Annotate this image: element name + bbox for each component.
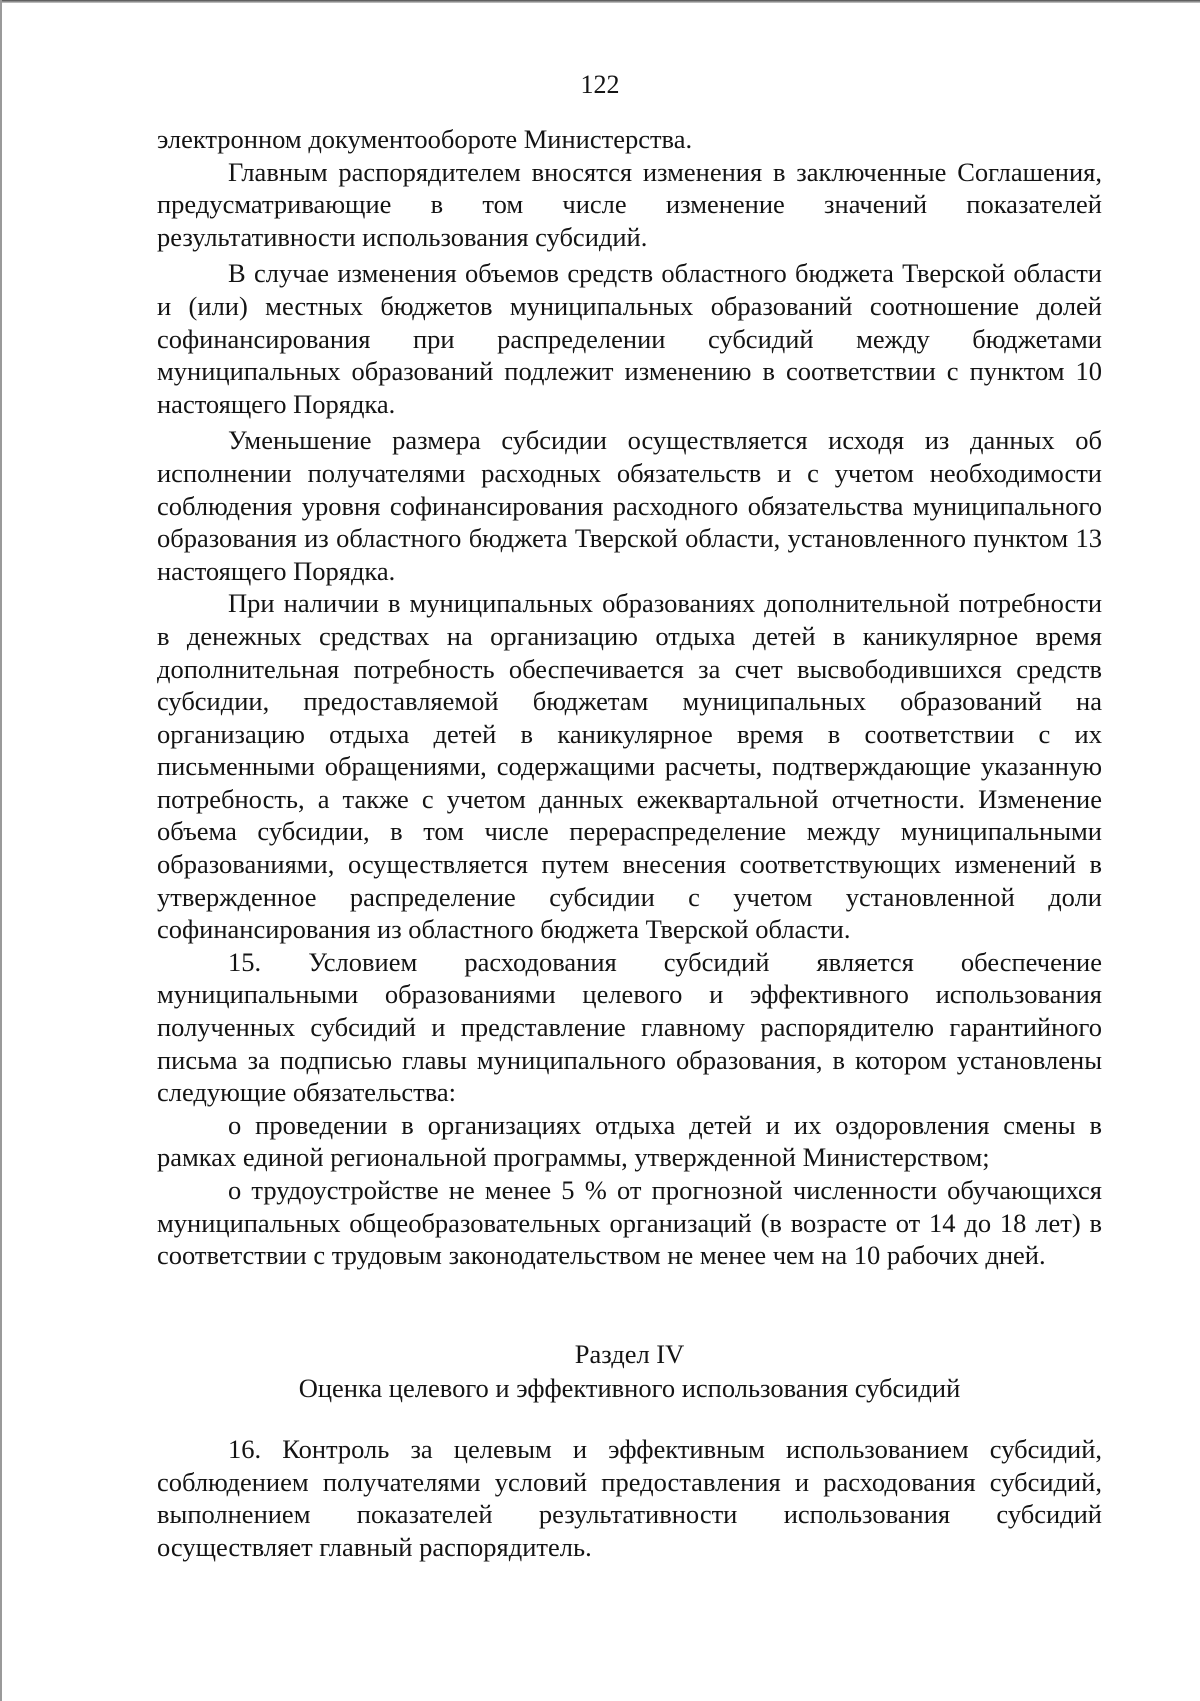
document-body	[157, 123, 1102, 1272]
paragraph-additional-need: При наличии в муниципальных образованиях дополнительной потребности в денежных средствах на организацию отдыха детей в каникулярное время дополнительная потребность обеспечивается за счет высвободившихся средств субсидии, предоставляемой бюджетам муниципальных образований на организацию отдыха детей в каникулярное время в соответствии с их письменными обращениями, содержащими расчеты, подтверждающие указанную потребность, а также с учетом данных ежеквартальной отчетности. Изменение объема субсидии, в том числе перераспределение между муниципальными образованиями, осуществляется путем внесения соответствующих изменений в утвержденное распределение субсидии с учетом установленной доли софинансирования из областного бюджета Тверской области.	[157, 588, 1102, 945]
paragraph-cofinancing-shares: В случае изменения объемов средств областного бюджета Тверской области и (или) местных бюджетов муниципальных образований соотношение долей софинансирования при распределении субсидий между бюджетами муниципальных образований подлежит изменению в соответствии с пунктом 10 настоящего Порядка.	[157, 258, 1102, 419]
page-left-edge	[0, 0, 2, 1701]
paragraph-item-15: 15. Условием расходования субсидий является обеспечение муниципальными образованиями целевого и эффективного использования полученных субсидий и представление главному распорядителю гарантийного письма за подписью главы муниципального образования, в котором установлены следующие обязательства:	[157, 946, 1102, 1108]
paragraph-obligation-employment: о трудоустройстве не менее 5 % от прогнозной численности обучающихся муниципальных общеобразовательных организаций (в возрасте от 14 до 18 лет) в соответствии с трудовым законодательством не менее чем на 10 рабочих дней.	[157, 1175, 1102, 1271]
paragraph-agreements-changes: Главным распорядителем вносятся изменения в заключенные Соглашения, предусматривающие в том числе изменение значений показателей результативности использования субсидий.	[157, 156, 1102, 252]
page-top-edge	[0, 0, 1200, 3]
paragraph-obligation-program: о проведении в организациях отдыха детей и их оздоровления смены в рамках единой региональной программы, утвержденной Министерством;	[157, 1109, 1102, 1173]
document-body-section-iv	[157, 1433, 1102, 1563]
paragraph-subsidy-reduction: Уменьшение размера субсидии осуществляется исходя из данных об исполнении получателями расходных обязательств и с учетом необходимости соблюдения уровня софинансирования расходного обязательства муниципального образования из областного бюджета Тверской области, установленного пунктом 13 настоящего Порядка.	[157, 425, 1102, 586]
page-number: 122	[580, 70, 620, 99]
paragraph-item-16: 16. Контроль за целевым и эффективным использованием субсидий, соблюдением получателями условий предоставления и расходования субсидий, выполнением показателей результативности использования субсидий осуществляет главный распорядитель.	[157, 1434, 1102, 1562]
section-title: Оценка целевого и эффективного использования субсидий	[298, 1373, 961, 1403]
section-number: Раздел IV	[574, 1339, 685, 1369]
paragraph-continuation: электронном документообороте Министерства.	[157, 124, 693, 154]
